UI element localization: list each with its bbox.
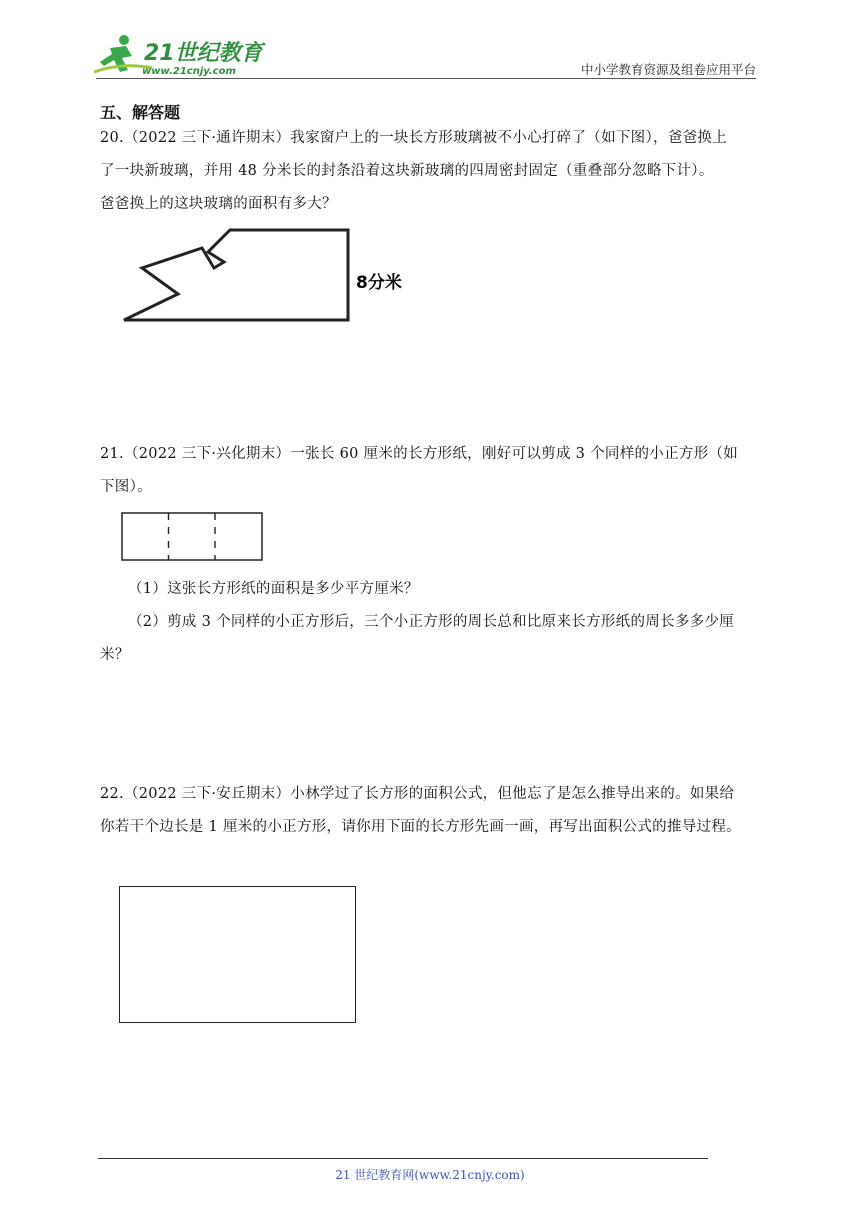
question-number: 21. [100, 446, 124, 462]
footer-divider [98, 1158, 708, 1159]
question-number: 22. [100, 786, 124, 802]
question-number: 20. [100, 130, 124, 146]
header-divider [96, 78, 756, 79]
question-22: 22.（2022 三下·安丘期末）小林学过了长方形的面积公式，但他忘了是怎么推导出来的。如果给 你若干个边长是 1 厘米的小正方形，请你用下面的长方形先画一画，再写出面积公式的推导过程。 [100, 786, 741, 835]
svg-text:www.21cnjy.com: www.21cnjy.com [142, 66, 236, 77]
question-21: 21.（2022 三下·兴化期末）一张长 60 厘米的长方形纸，刚好可以剪成 3 个同样的小正方形（如 下图）。 [100, 446, 739, 495]
svg-text:21世纪教育: 21世纪教育 [144, 41, 263, 66]
header-platform-text: 中小学教育资源及组卷应用平台 [580, 62, 756, 77]
footer-text: 21 世纪教育网(www.21cnjy.com) [335, 1168, 525, 1182]
broken-glass-figure [110, 222, 450, 332]
site-logo [92, 32, 267, 80]
drawing-rectangle [119, 886, 356, 1023]
question-21-sub2: （2）剪成 3 个同样的小正方形后，三个小正方形的周长总和比原来长方形纸的周长多多少厘 米？ [100, 614, 735, 663]
question-21-sub1: （1）这张长方形纸的面积是多少平方厘米？ [128, 581, 419, 597]
section-title: 五、解答题 [100, 103, 181, 122]
figure-20-label: 8分米 [356, 273, 402, 293]
question-20: 20.（2022 三下·通许期末）我家窗户上的一块长方形玻璃被不小心打碎了（如下图），爸爸换上 了一块新玻璃，并用 48 分米长的封条沿着这块新玻璃的四周密封固定（重叠部分忽略下计）。 爸爸换上的这块玻璃的面积有多大？ [100, 130, 728, 212]
three-squares-figure [120, 511, 266, 563]
